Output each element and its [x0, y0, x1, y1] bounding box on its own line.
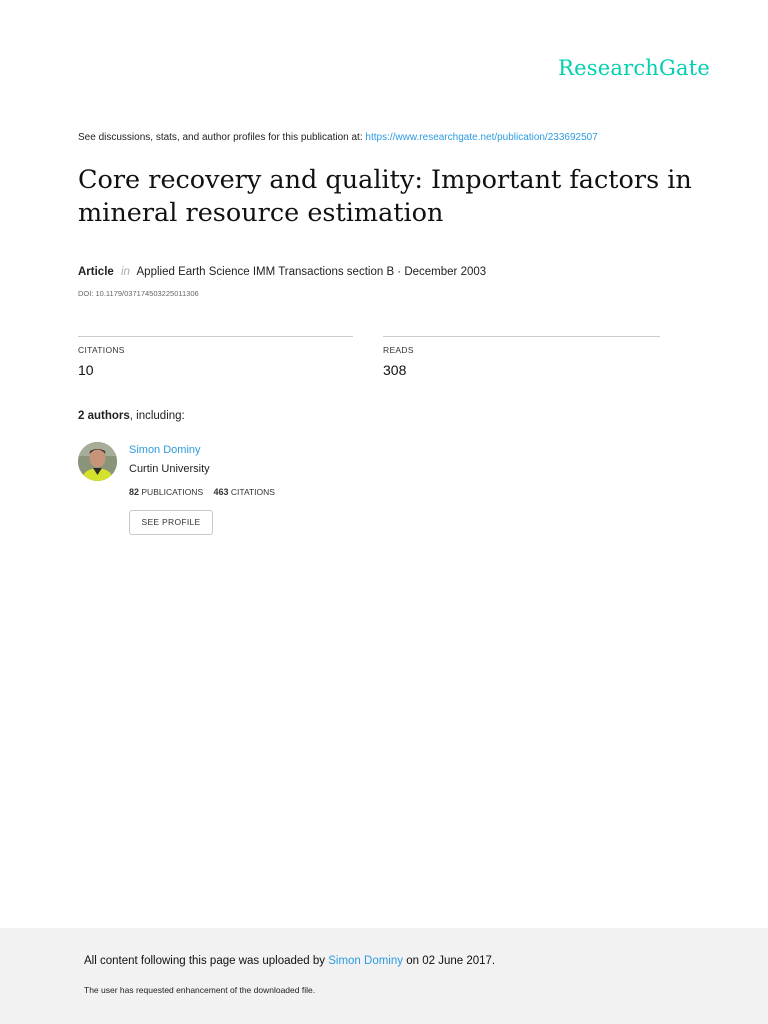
researchgate-logo[interactable]: ResearchGate: [558, 56, 710, 80]
publication-title: Core recovery and quality: Important factors in mineral resource estimation: [78, 165, 692, 228]
publication-doi: DOI: 10.1179/037174503225011306: [78, 289, 199, 298]
citations-value: 10: [78, 362, 94, 378]
footer-note: The user has requested enhancement of the downloaded file.: [84, 985, 316, 995]
author-stats: [129, 487, 275, 497]
author-citations-count: 463: [213, 487, 229, 497]
author-publications-label: PUBLICATIONS: [141, 487, 204, 497]
reads-value: 308: [383, 362, 407, 378]
publication-venue: Applied Earth Science IMM Transactions section B · December 2003: [136, 266, 487, 278]
discussion-prefix: See discussions, stats, and author profiles for this publication at:: [78, 132, 363, 143]
publication-link[interactable]: https://www.researchgate.net/publication/233692507: [365, 132, 598, 143]
footer-upload-line: [84, 955, 495, 967]
publication-type: Article: [78, 266, 114, 278]
author-institution: Curtin University: [129, 463, 210, 475]
citations-divider: [78, 336, 353, 337]
authors-suffix: , including:: [129, 410, 185, 422]
reads-label: READS: [383, 345, 414, 355]
author-publications-count: 82: [129, 487, 140, 497]
authors-heading: [78, 410, 185, 422]
discussion-line: [78, 132, 598, 143]
upload-suffix: on 02 June 2017.: [406, 955, 496, 967]
publication-meta: [78, 266, 486, 278]
see-profile-button[interactable]: SEE PROFILE: [129, 510, 213, 535]
avatar[interactable]: [78, 442, 117, 481]
footer: [0, 928, 768, 1024]
reads-divider: [383, 336, 660, 337]
authors-count: 2 authors: [78, 410, 130, 422]
author-name-link[interactable]: Simon Dominy: [129, 444, 201, 456]
author-citations-label: CITATIONS: [230, 487, 275, 497]
uploader-link[interactable]: Simon Dominy: [328, 955, 404, 967]
in-word: in: [121, 266, 130, 278]
upload-prefix: All content following this page was uploaded by: [84, 955, 326, 967]
citations-label: CITATIONS: [78, 345, 125, 355]
avatar-photo: [78, 442, 117, 481]
